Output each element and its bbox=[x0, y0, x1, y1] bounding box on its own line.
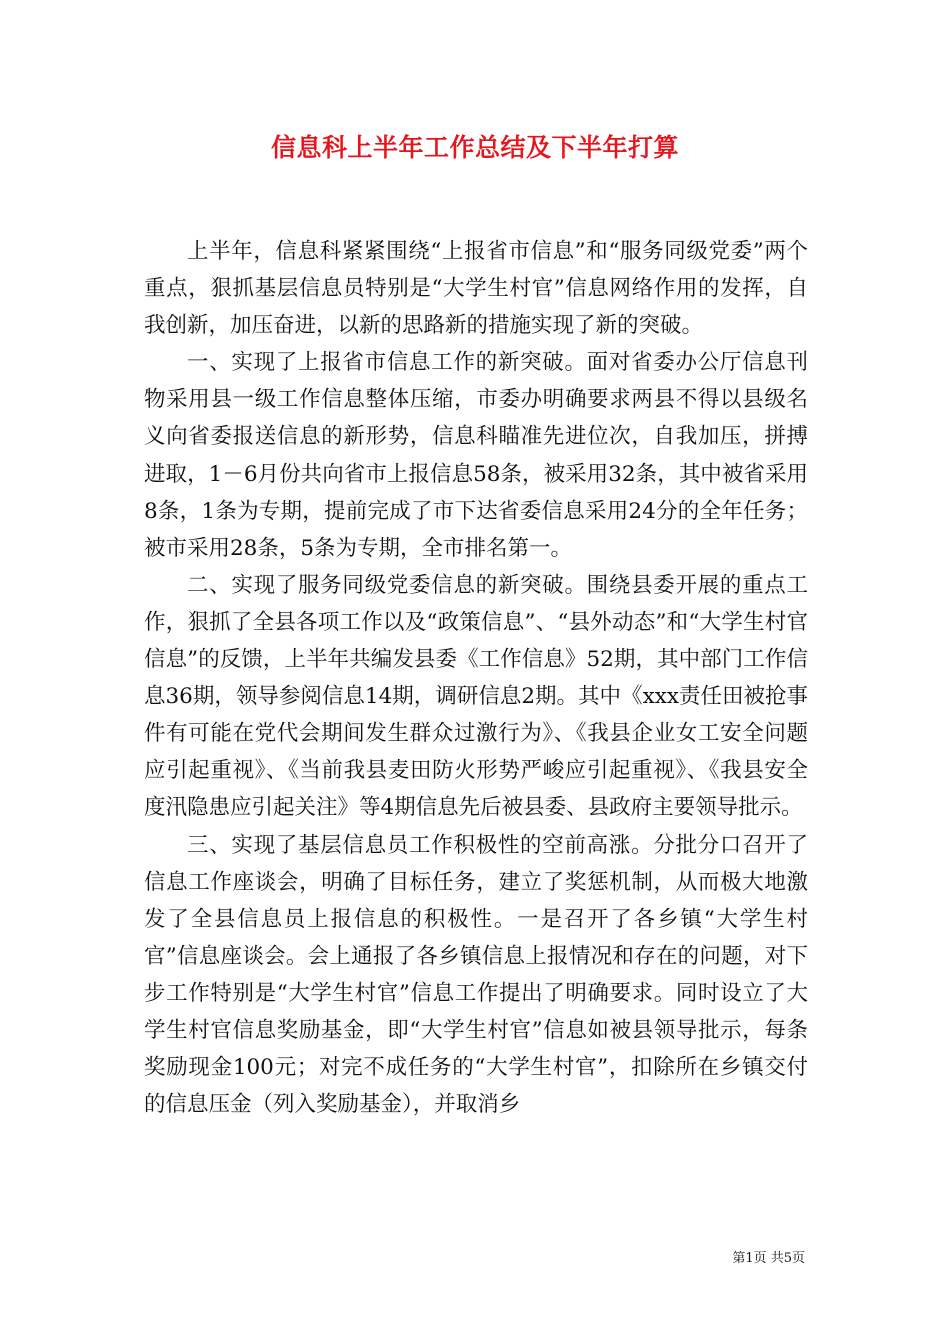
document-title: 信息科上半年工作总结及下半年打算 bbox=[270, 133, 679, 162]
paragraph-section-3: 三、实现了基层信息员工作积极性的空前高涨。分批分口召开了信息工作座谈会，明确了目标任务，建立了奖惩机制，从而极大地激发了全县信息员上报信息的积极性。一是召开了各乡镇“大学生村官”信息座谈会。会上通报了各乡镇信息上报情况和存在的问题，对下步工作特别是“大学生村官”信息工作提出了明确要求。同时设立了大学生村官信息奖励基金，即“大学生村官”信息如被县领导批示，每条奖励现金100元；对完不成任务的“大学生村官”，扣除所在乡镇交付的信息压金（列入奖励基金），并取消乡 bbox=[144, 832, 808, 1118]
paragraph-section-2: 二、实现了服务同级党委信息的新突破。围绕县委开展的重点工作，狠抓了全县各项工作以及“政策信息”、“县外动态”和“大学生村官信息”的反馈，上半年共编发县委《工作信息》52期，其中部门工作信息36期，领导参阅信息14期，调研信息2期。其中《xxx责任田被抢事件有可能在党代会期间发生群众过激行为》、《我县企业女工安全问题应引起重视》、《当前我县麦田防火形势严峻应引起重视》、《我县安全度汛隐患应引起关注》等4期信息先后被县委、县政府主要领导批示。 bbox=[144, 572, 808, 821]
document-body bbox=[144, 233, 808, 1123]
page-number: 第1页 共5页 bbox=[732, 1251, 805, 1266]
paragraph-section-1: 一、实现了上报省市信息工作的新突破。面对省委办公厅信息刊物采用县一级工作信息整体压缩，市委办明确要求两县不得以县级名义向省委报送信息的新形势，信息科瞄准先进位次，自我加压，拼搏进取，1－6月份共向省市上报信息58条，被采用32条，其中被省采用8条，1条为专期，提前完成了市下达省委信息采用24分的全年任务；被市采用28条，5条为专期，全市排名第一。 bbox=[144, 350, 808, 561]
paragraph-intro: 上半年，信息科紧紧围绕“上报省市信息”和“服务同级党委”两个重点，狠抓基层信息员特别是“大学生村官”信息网络作用的发挥，自我创新，加压奋进，以新的思路新的措施实现了新的突破。 bbox=[144, 239, 808, 339]
